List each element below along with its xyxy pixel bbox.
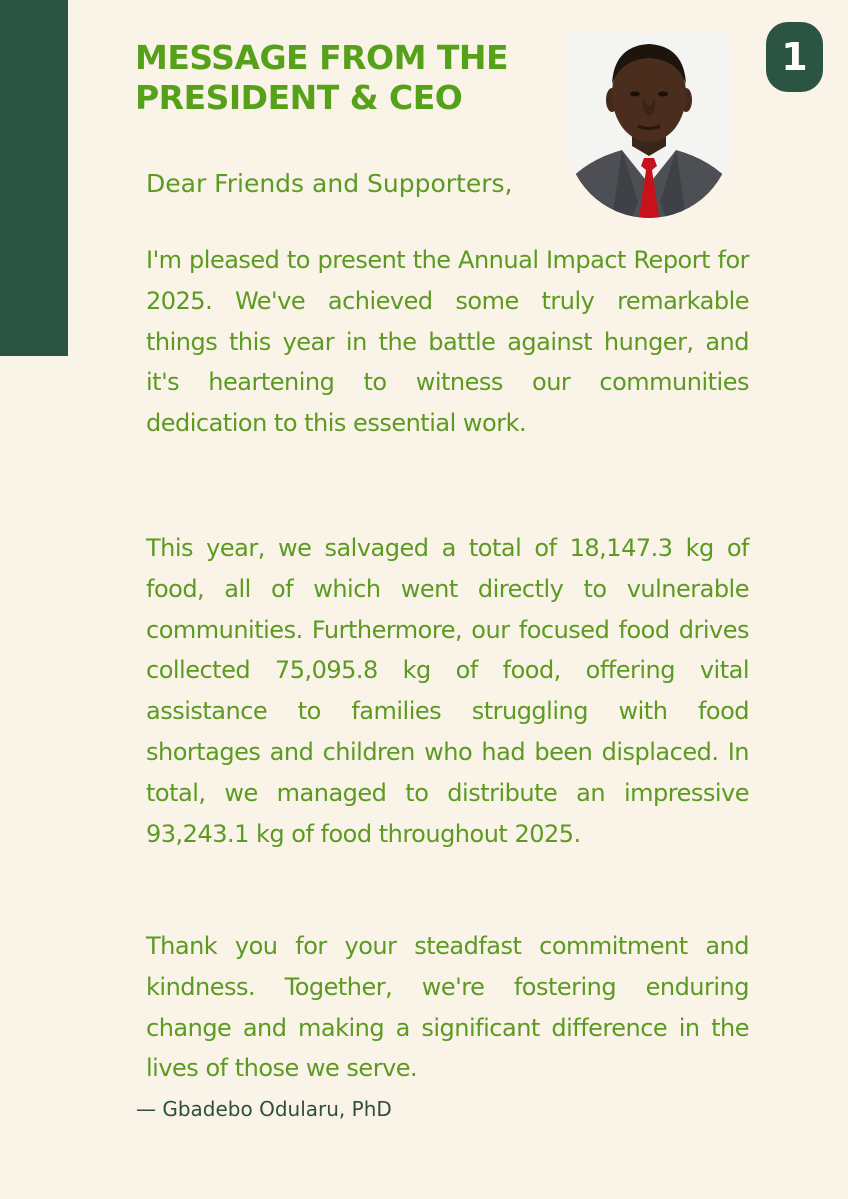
ceo-portrait-photo (566, 34, 732, 218)
page-number-badge (766, 22, 823, 92)
letter-paragraph-results: This year, we salvaged a total of 18,147.3 kg of food, all of which went directly to vulnerable communities. Furthermore, our focused food drives collected 75,095.8 kg of food, offering vital assistance to families struggling with food shortages and children who had been displaced. In total, we managed to distribute an impressive 93,243.1 kg of food throughout 2025. (146, 534, 749, 848)
letter-paragraph-intro: I'm pleased to present the Annual Impact Report for 2025. We've achieved some truly remarkable things this year in the battle against hunger, and it's heartening to witness our communities dedication to this essential work. (146, 246, 749, 438)
decorative-side-bar (0, 0, 68, 356)
letter-paragraph-thanks: Thank you for your steadfast commitment and kindness. Together, we're fostering enduring change and making a significant difference in the lives of those we serve. (146, 932, 749, 1083)
title-line-1: MESSAGE FROM THE (135, 38, 509, 77)
page-number: 1 (781, 35, 808, 79)
letter-signature: — Gbadebo Odularu, PhD (136, 1097, 392, 1121)
page-title (135, 38, 595, 118)
title-line-2: PRESIDENT & CEO (135, 78, 463, 117)
letter-salutation: Dear Friends and Supporters, (146, 169, 513, 198)
